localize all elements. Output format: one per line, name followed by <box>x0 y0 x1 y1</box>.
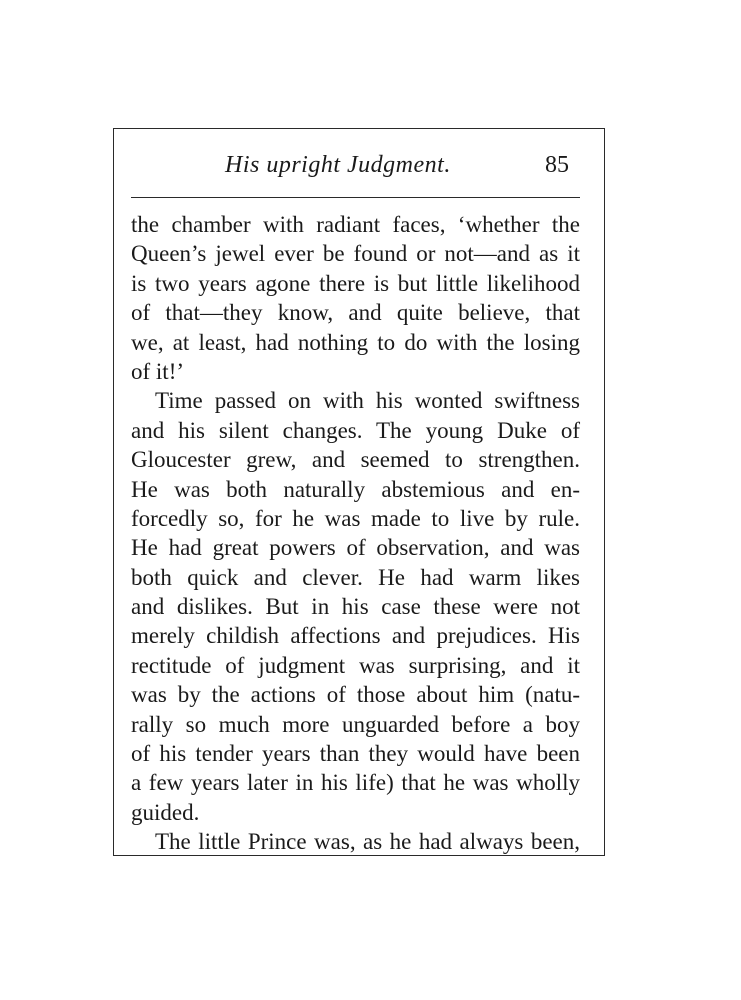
text-line: Queen’s jewel ever be found or not—and as it <box>131 241 580 267</box>
text-line: He was both naturally abstemious and en- <box>131 476 580 502</box>
text-line: of it!’ <box>131 358 185 384</box>
text-line: the chamber with radiant faces, ‘whether the <box>131 212 580 237</box>
text-line: is two years agone there is but little likelihood <box>131 270 580 296</box>
text-line: The little Prince was, as he had always been, <box>155 829 580 855</box>
page-number: 85 <box>545 152 569 178</box>
text-line: Gloucester grew, and seemed to strengthen. <box>131 447 580 473</box>
text-line: of that—they know, and quite believe, that <box>131 300 580 326</box>
header-rule <box>131 197 580 198</box>
running-title: His upright Judgment. <box>225 152 451 178</box>
text-line: rectitude of judgment was surprising, and it <box>131 652 580 678</box>
text-line: forcedly so, for he was made to live by rule. <box>131 505 580 531</box>
text-line: rally so much more unguarded before a boy <box>131 711 580 737</box>
text-line: and his silent changes. The young Duke of <box>131 417 580 443</box>
body-text <box>131 210 580 857</box>
text-line: of his tender years than they would have been <box>131 741 580 767</box>
text-line: was by the actions of those about him (natu- <box>131 682 580 708</box>
text-line: He had great powers of observation, and was <box>131 535 580 561</box>
text-line: we, at least, had nothing to do with the losing <box>131 329 580 355</box>
text-line: guided. <box>131 799 200 825</box>
text-line: a few years later in his life) that he was wholly <box>131 770 580 796</box>
text-line: merely childish affections and prejudices. His <box>131 623 580 649</box>
text-line: both quick and clever. He had warm likes <box>131 564 580 590</box>
text-line: Time passed on with his wonted swiftness <box>155 388 580 414</box>
text-line: and dislikes. But in his case these were not <box>131 594 580 620</box>
